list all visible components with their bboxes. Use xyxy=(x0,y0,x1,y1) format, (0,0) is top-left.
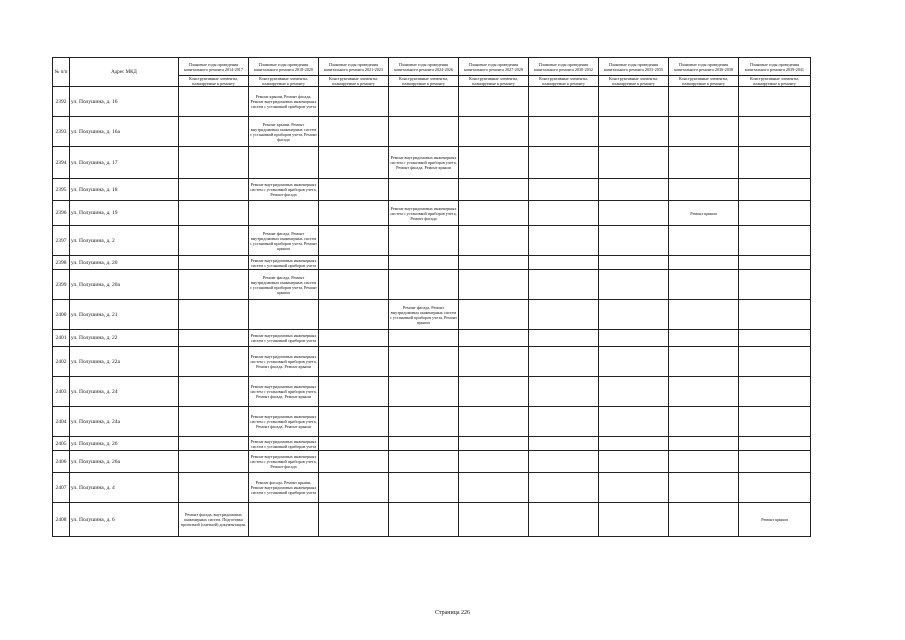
header-period: Плановые годы проведения капитального ремонта 2027-2029 xyxy=(459,58,529,76)
repair-cell xyxy=(319,147,389,179)
repair-cell xyxy=(319,377,389,407)
repair-cell xyxy=(529,117,599,147)
header-period-sub: Конструктивные элементы, планируемые к ремонту xyxy=(249,76,319,87)
header-period-sub: Конструктивные элементы, планируемые к ремонту xyxy=(179,76,249,87)
header-period: Плановые годы проведения капитального ремонта 2024-2026 xyxy=(389,58,459,76)
repair-cell xyxy=(599,87,669,117)
repair-cell xyxy=(179,347,249,377)
repair-cell xyxy=(529,226,599,256)
repair-cell xyxy=(179,226,249,256)
table-row xyxy=(53,407,811,437)
repair-cell: Ремонт внутридомовых инженерных систем с установкой приборов учета, Ремонт фасада, Ремонт крыши xyxy=(249,407,319,437)
repair-cell: Ремонт внутридомовых инженерных систем с установкой приборов учета, Ремонт фасада xyxy=(389,201,459,226)
row-address: ул. Полушина, д. 19 xyxy=(70,201,179,226)
repair-cell: Ремонт внутридомовых инженерных систем с установкой приборов учета xyxy=(249,330,319,347)
repair-cell xyxy=(179,201,249,226)
row-address: ул. Полушина, д. 20 xyxy=(70,256,179,270)
repair-cell xyxy=(319,226,389,256)
repair-cell xyxy=(319,451,389,473)
repair-cell xyxy=(179,437,249,451)
row-address: ул. Полушина, д. 20а xyxy=(70,270,179,300)
header-period: Плановые годы проведения капитального ремонта 2021-2023 xyxy=(319,58,389,76)
repair-cell xyxy=(319,437,389,451)
repair-cell xyxy=(459,473,529,503)
repair-cell xyxy=(529,147,599,179)
repair-cell xyxy=(459,226,529,256)
row-address: ул. Полушина, д. 24 xyxy=(70,377,179,407)
repair-cell xyxy=(319,330,389,347)
repair-cell xyxy=(529,407,599,437)
row-number: 2394 xyxy=(53,147,70,179)
repair-cell xyxy=(459,451,529,473)
table-row xyxy=(53,451,811,473)
header-period-sub: Конструктивные элементы, планируемые к ремонту xyxy=(319,76,389,87)
repair-cell xyxy=(669,451,739,473)
repair-cell: Ремонт внутридомовых инженерных систем с установкой приборов учета, Ремонт фасада, Ремонт крыши xyxy=(389,147,459,179)
repair-cell xyxy=(319,179,389,201)
repair-schedule-table xyxy=(52,57,811,537)
repair-cell: Ремонт крыши, Ремонт фасада, Ремонт внутридомовых инженерных систем с установкой приборов учета xyxy=(249,87,319,117)
repair-cell xyxy=(669,473,739,503)
repair-cell xyxy=(599,347,669,377)
repair-cell: Ремонт крыши xyxy=(739,503,811,537)
table-row xyxy=(53,179,811,201)
repair-cell xyxy=(249,503,319,537)
repair-cell xyxy=(459,117,529,147)
row-address: ул. Полушина, д. 18 xyxy=(70,179,179,201)
repair-cell xyxy=(669,226,739,256)
row-address: ул. Полушина, д. 26 xyxy=(70,437,179,451)
repair-cell xyxy=(319,256,389,270)
row-number: 2407 xyxy=(53,473,70,503)
repair-cell xyxy=(179,179,249,201)
repair-cell xyxy=(599,437,669,451)
repair-cell xyxy=(179,256,249,270)
header-period: Плановые годы проведения капитального ремонта 2033-2035 xyxy=(599,58,669,76)
repair-cell xyxy=(389,117,459,147)
row-address: ул. Полушина, д. 22а xyxy=(70,347,179,377)
table-row xyxy=(53,201,811,226)
repair-cell: Ремонт крыши xyxy=(669,201,739,226)
repair-cell xyxy=(319,270,389,300)
repair-cell xyxy=(459,503,529,537)
table-row xyxy=(53,330,811,347)
repair-cell xyxy=(179,87,249,117)
repair-cell xyxy=(459,87,529,117)
repair-cell xyxy=(459,330,529,347)
repair-cell xyxy=(389,451,459,473)
repair-cell xyxy=(599,147,669,179)
repair-cell: Ремонт фасада, Ремонт внутридомовых инженерных систем с установкой приборов учета, Ремонт крыши xyxy=(389,300,459,330)
repair-cell xyxy=(389,179,459,201)
repair-cell xyxy=(459,201,529,226)
header-period: Плановые годы проведения капитального ремонта 2018-2020 xyxy=(249,58,319,76)
row-number: 2398 xyxy=(53,256,70,270)
repair-cell xyxy=(529,437,599,451)
repair-cell xyxy=(529,256,599,270)
repair-cell xyxy=(389,437,459,451)
header-period-sub: Конструктивные элементы, планируемые к ремонту xyxy=(529,76,599,87)
row-number: 2406 xyxy=(53,451,70,473)
repair-cell: Ремонт внутридомовых инженерных систем с установкой приборов учета, Ремонт фасада xyxy=(249,179,319,201)
repair-cell xyxy=(459,407,529,437)
header-period: Плановые годы проведения капитального ремонта 2036-2038 xyxy=(669,58,739,76)
repair-cell xyxy=(599,270,669,300)
row-number: 2401 xyxy=(53,330,70,347)
repair-cell xyxy=(739,147,811,179)
repair-cell xyxy=(319,347,389,377)
repair-cell xyxy=(739,377,811,407)
repair-cell xyxy=(739,407,811,437)
repair-cell: Ремонт внутридомовых инженерных систем с установкой приборов учета xyxy=(249,437,319,451)
header-num: № п/п xyxy=(53,58,70,87)
repair-cell xyxy=(669,270,739,300)
repair-cell xyxy=(459,377,529,407)
header-period: Плановые годы проведения капитального ремонта 2039-2041 xyxy=(739,58,811,76)
repair-cell xyxy=(739,226,811,256)
repair-cell xyxy=(389,330,459,347)
repair-cell xyxy=(599,407,669,437)
repair-cell xyxy=(739,330,811,347)
repair-cell xyxy=(529,270,599,300)
repair-cell xyxy=(669,256,739,270)
repair-cell xyxy=(319,503,389,537)
header-period-sub: Конструктивные элементы, планируемые к ремонту xyxy=(599,76,669,87)
repair-cell xyxy=(529,347,599,377)
repair-cell xyxy=(529,87,599,117)
table-body xyxy=(53,87,811,537)
repair-cell xyxy=(669,300,739,330)
repair-cell xyxy=(529,300,599,330)
repair-cell xyxy=(179,147,249,179)
repair-cell xyxy=(529,201,599,226)
repair-cell xyxy=(599,377,669,407)
row-number: 2397 xyxy=(53,226,70,256)
row-number: 2402 xyxy=(53,347,70,377)
repair-cell xyxy=(529,330,599,347)
repair-cell xyxy=(179,377,249,407)
table-row xyxy=(53,226,811,256)
repair-cell xyxy=(529,377,599,407)
table-row xyxy=(53,437,811,451)
row-number: 2408 xyxy=(53,503,70,537)
repair-cell xyxy=(599,300,669,330)
repair-cell xyxy=(389,256,459,270)
table-row xyxy=(53,117,811,147)
repair-cell xyxy=(529,451,599,473)
repair-cell xyxy=(669,437,739,451)
repair-cell xyxy=(599,473,669,503)
repair-cell xyxy=(319,117,389,147)
table-row xyxy=(53,256,811,270)
repair-cell xyxy=(669,87,739,117)
repair-cell xyxy=(319,473,389,503)
repair-cell xyxy=(179,473,249,503)
repair-cell xyxy=(739,437,811,451)
row-address: ул. Полушина, д. 6 xyxy=(70,503,179,537)
repair-cell xyxy=(179,330,249,347)
header-period-sub: Конструктивные элементы, планируемые к ремонту xyxy=(739,76,811,87)
repair-cell xyxy=(669,503,739,537)
row-number: 2393 xyxy=(53,117,70,147)
repair-cell xyxy=(669,179,739,201)
repair-cell xyxy=(319,87,389,117)
repair-cell xyxy=(389,407,459,437)
repair-cell xyxy=(739,473,811,503)
table-row xyxy=(53,270,811,300)
repair-cell xyxy=(319,201,389,226)
table-row xyxy=(53,473,811,503)
repair-cell xyxy=(389,226,459,256)
header-period-sub: Конструктивные элементы, планируемые к ремонту xyxy=(389,76,459,87)
repair-cell: Ремонт фасада, внутридомовых инженерных систем. Подготовка проектной (сметной) документации. xyxy=(179,503,249,537)
repair-cell: Ремонт внутридомовых инженерных систем с установкой приборов учета, Ремонт фасада xyxy=(249,451,319,473)
repair-cell: Ремонт внутридомовых инженерных систем с установкой приборов учета xyxy=(249,256,319,270)
table-header xyxy=(53,58,811,87)
header-period-sub: Конструктивные элементы, планируемые к ремонту xyxy=(669,76,739,87)
row-address: ул. Полушина, д. 16 xyxy=(70,87,179,117)
table-row xyxy=(53,87,811,117)
repair-cell: Ремонт крыши, Ремонт внутридомовых инженерных систем с установкой приборов учета, Ремонт фасада xyxy=(249,117,319,147)
repair-cell xyxy=(249,300,319,330)
repair-cell xyxy=(179,300,249,330)
repair-cell xyxy=(459,347,529,377)
repair-cell xyxy=(669,117,739,147)
repair-cell xyxy=(459,437,529,451)
repair-cell xyxy=(739,300,811,330)
repair-cell xyxy=(459,270,529,300)
repair-cell xyxy=(669,147,739,179)
table-row xyxy=(53,147,811,179)
header-address: Адрес МКД xyxy=(70,58,179,87)
repair-cell xyxy=(599,226,669,256)
header-period-sub: Конструктивные элементы, планируемые к ремонту xyxy=(459,76,529,87)
row-address: ул. Полушина, д. 26а xyxy=(70,451,179,473)
repair-cell xyxy=(389,503,459,537)
row-number: 2404 xyxy=(53,407,70,437)
row-address: ул. Полушина, д. 24а xyxy=(70,407,179,437)
repair-cell xyxy=(739,179,811,201)
row-number: 2395 xyxy=(53,179,70,201)
repair-cell xyxy=(249,147,319,179)
repair-cell xyxy=(739,201,811,226)
repair-cell xyxy=(599,330,669,347)
repair-cell xyxy=(319,300,389,330)
repair-cell xyxy=(739,117,811,147)
repair-cell xyxy=(459,147,529,179)
row-address: ул. Полушина, д. 4 xyxy=(70,473,179,503)
repair-cell: Ремонт фасада, Ремонт внутридомовых инженерных систем с установкой приборов учета, Ремонт крыши xyxy=(249,270,319,300)
row-number: 2405 xyxy=(53,437,70,451)
repair-cell xyxy=(669,407,739,437)
repair-cell xyxy=(599,503,669,537)
repair-cell xyxy=(739,347,811,377)
header-period: Плановые годы проведения капитального ремонта 2030-2032 xyxy=(529,58,599,76)
table-row xyxy=(53,377,811,407)
repair-cell xyxy=(599,451,669,473)
row-number: 2396 xyxy=(53,201,70,226)
page-number: Страница 226 xyxy=(434,610,471,616)
repair-cell xyxy=(669,347,739,377)
row-address: ул. Полушина, д. 2 xyxy=(70,226,179,256)
repair-cell xyxy=(249,201,319,226)
repair-cell: Ремонт фасада, Ремонт внутридомовых инженерных систем с установкой приборов учета, Ремонт крыши xyxy=(249,226,319,256)
row-address: ул. Полушина, д. 22 xyxy=(70,330,179,347)
repair-cell xyxy=(459,179,529,201)
repair-cell xyxy=(529,179,599,201)
row-number: 2392 xyxy=(53,87,70,117)
repair-cell xyxy=(599,201,669,226)
repair-cell xyxy=(389,87,459,117)
repair-cell xyxy=(179,451,249,473)
repair-cell xyxy=(529,503,599,537)
repair-cell xyxy=(389,270,459,300)
repair-cell xyxy=(319,407,389,437)
repair-cell xyxy=(669,377,739,407)
repair-cell xyxy=(739,87,811,117)
repair-cell xyxy=(179,407,249,437)
repair-cell xyxy=(739,451,811,473)
repair-cell xyxy=(179,117,249,147)
repair-cell xyxy=(599,256,669,270)
repair-cell xyxy=(179,270,249,300)
header-period: Плановые годы проведения капитального ремонта 2014-2017 xyxy=(179,58,249,76)
table-row xyxy=(53,347,811,377)
repair-cell: Ремонт фасада, Ремонт крыши, Ремонт внутридомовых инженерных систем с установкой приборов учета xyxy=(249,473,319,503)
row-address: ул. Полушина, д. 16а xyxy=(70,117,179,147)
repair-cell xyxy=(389,347,459,377)
row-number: 2403 xyxy=(53,377,70,407)
repair-cell: Ремонт внутридомовых инженерных систем с установкой приборов учета, Ремонт фасада, Ремонт крыши xyxy=(249,377,319,407)
table-row xyxy=(53,300,811,330)
repair-cell xyxy=(739,256,811,270)
table-row xyxy=(53,503,811,537)
repair-cell xyxy=(389,473,459,503)
row-number: 2399 xyxy=(53,270,70,300)
repair-cell xyxy=(459,256,529,270)
row-address: ул. Полушина, д. 17 xyxy=(70,147,179,179)
repair-cell: Ремонт внутридомовых инженерных систем с установкой приборов учета, Ремонт фасада, Ремонт крыши xyxy=(249,347,319,377)
repair-cell xyxy=(599,117,669,147)
repair-cell xyxy=(529,473,599,503)
repair-cell xyxy=(459,300,529,330)
repair-cell xyxy=(389,377,459,407)
row-address: ул. Полушина, д. 21 xyxy=(70,300,179,330)
row-number: 2400 xyxy=(53,300,70,330)
repair-cell xyxy=(669,330,739,347)
repair-cell xyxy=(599,179,669,201)
repair-cell xyxy=(739,270,811,300)
